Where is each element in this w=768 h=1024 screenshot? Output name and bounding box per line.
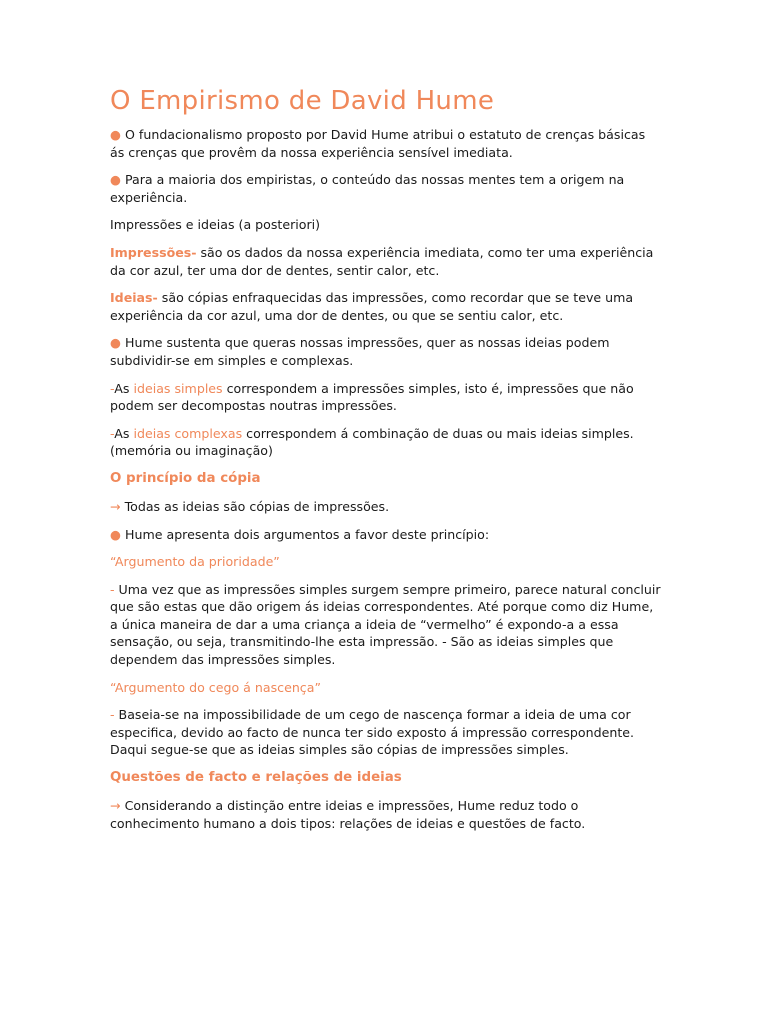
- paragraph-text: O fundacionalismo proposto por David Hume atribui o estatuto de crenças básicas ás crenças que provêm da nossa experiência sensível imediata.: [110, 127, 646, 160]
- bullet-icon: ●: [110, 127, 121, 142]
- paragraph-text: correspondem a impressões simples, isto é, impressões que não podem ser decompostas noutras impressões.: [110, 380, 634, 414]
- paragraph-text: Baseia-se na impossibilidade de um cego de nascença formar a ideia de uma cor especifica, devido ao facto de nunca ter sido exposto á impressão correspondente. Daqui segue-se que as ideias simples são cópias de impressões simples.: [110, 707, 635, 758]
- arrow-right-icon: →: [110, 798, 121, 814]
- paragraph-text: são os dados da nossa experiência imediata, como ter uma experiência da cor azul, ter uma dor de dentes, sentir calor, etc.: [110, 244, 654, 278]
- paragraph-text: Hume sustenta que queras nossas impressões, quer as nossas ideias podem subdividir-se em simples e complexas.: [110, 335, 610, 368]
- term-label: Ideias-: [110, 290, 158, 306]
- term-highlight: ideias simples: [133, 380, 223, 396]
- paragraph-text: Uma vez que as impressões simples surgem sempre primeiro, parece natural concluir que são estas que dão origem ás ideias correspondentes. Até porque como diz Hume, a única maneira de dar a uma criança a ideia de “vermelho” é expondo-a a essa sensação, ou seja, transmitindo-lhe esta impressão. - São as ideias simples que dependem das impressões simples.: [110, 581, 661, 668]
- paragraph-copias: [110, 498, 662, 516]
- paragraph-text: Todas as ideias são cópias de impressões.: [120, 498, 390, 514]
- paragraph-prioridade: [110, 581, 662, 669]
- paragraph-fundacionalismo: [110, 126, 662, 161]
- paragraph-text: Para a maioria dos empiristas, o conteúdo das nossas mentes tem a origem na experiência.: [110, 172, 625, 205]
- dash-marker: -: [110, 707, 115, 723]
- dash-marker: -: [110, 425, 115, 441]
- document-title: O Empirismo de David Hume: [110, 86, 495, 116]
- paragraph-ideias-complexas: [110, 425, 662, 460]
- paragraph-text: são cópias enfraquecidas das impressões, como recordar que se teve uma experiência da cor azul, uma dor de dentes, ou que se sentiu calor, etc.: [110, 290, 634, 323]
- paragraph-text: correspondem á combinação de duas ou mais ideias simples. (memória ou imaginação): [110, 425, 634, 459]
- arrow-right-icon: →: [110, 498, 121, 514]
- dash-marker: -: [110, 380, 115, 396]
- paragraph-cego: [110, 706, 662, 759]
- argument-title-cego: “Argumento do cego á nascença”: [110, 679, 321, 695]
- paragraph-impressoes-def: [110, 244, 662, 279]
- document-content: [110, 84, 662, 842]
- bullet-icon: ●: [110, 526, 121, 542]
- paragraph-empiristas: [110, 171, 662, 206]
- paragraph-text: Hume apresenta dois argumentos a favor deste princípio:: [121, 526, 490, 542]
- paragraph-subdividir: [110, 334, 662, 369]
- bullet-icon: ●: [110, 172, 121, 188]
- argument-title-prioridade: “Argumento da prioridade”: [110, 554, 280, 570]
- paragraph-prefix: As: [114, 425, 134, 441]
- paragraph-conhecimento: [110, 797, 662, 832]
- paragraph-impressoes-ideias: Impressões e ideias (a posteriori): [110, 217, 321, 233]
- paragraph-ideias-simples: [110, 380, 662, 415]
- bullet-icon: ●: [110, 335, 121, 351]
- term-label: Impressões-: [110, 244, 197, 260]
- section-heading-questoes: Questões de facto e relações de ideias: [110, 770, 402, 786]
- paragraph-text: Considerando a distinção entre ideias e impressões, Hume reduz todo o conhecimento humano a dois tipos: relações de ideias e questões de facto.: [110, 798, 586, 831]
- paragraph-ideias-def: [110, 289, 662, 324]
- dash-marker: -: [110, 581, 115, 597]
- term-highlight: ideias complexas: [133, 425, 243, 441]
- paragraph-argumentos: [110, 526, 662, 544]
- paragraph-prefix: As: [114, 380, 134, 396]
- section-heading-copia: O princípio da cópia: [110, 470, 261, 486]
